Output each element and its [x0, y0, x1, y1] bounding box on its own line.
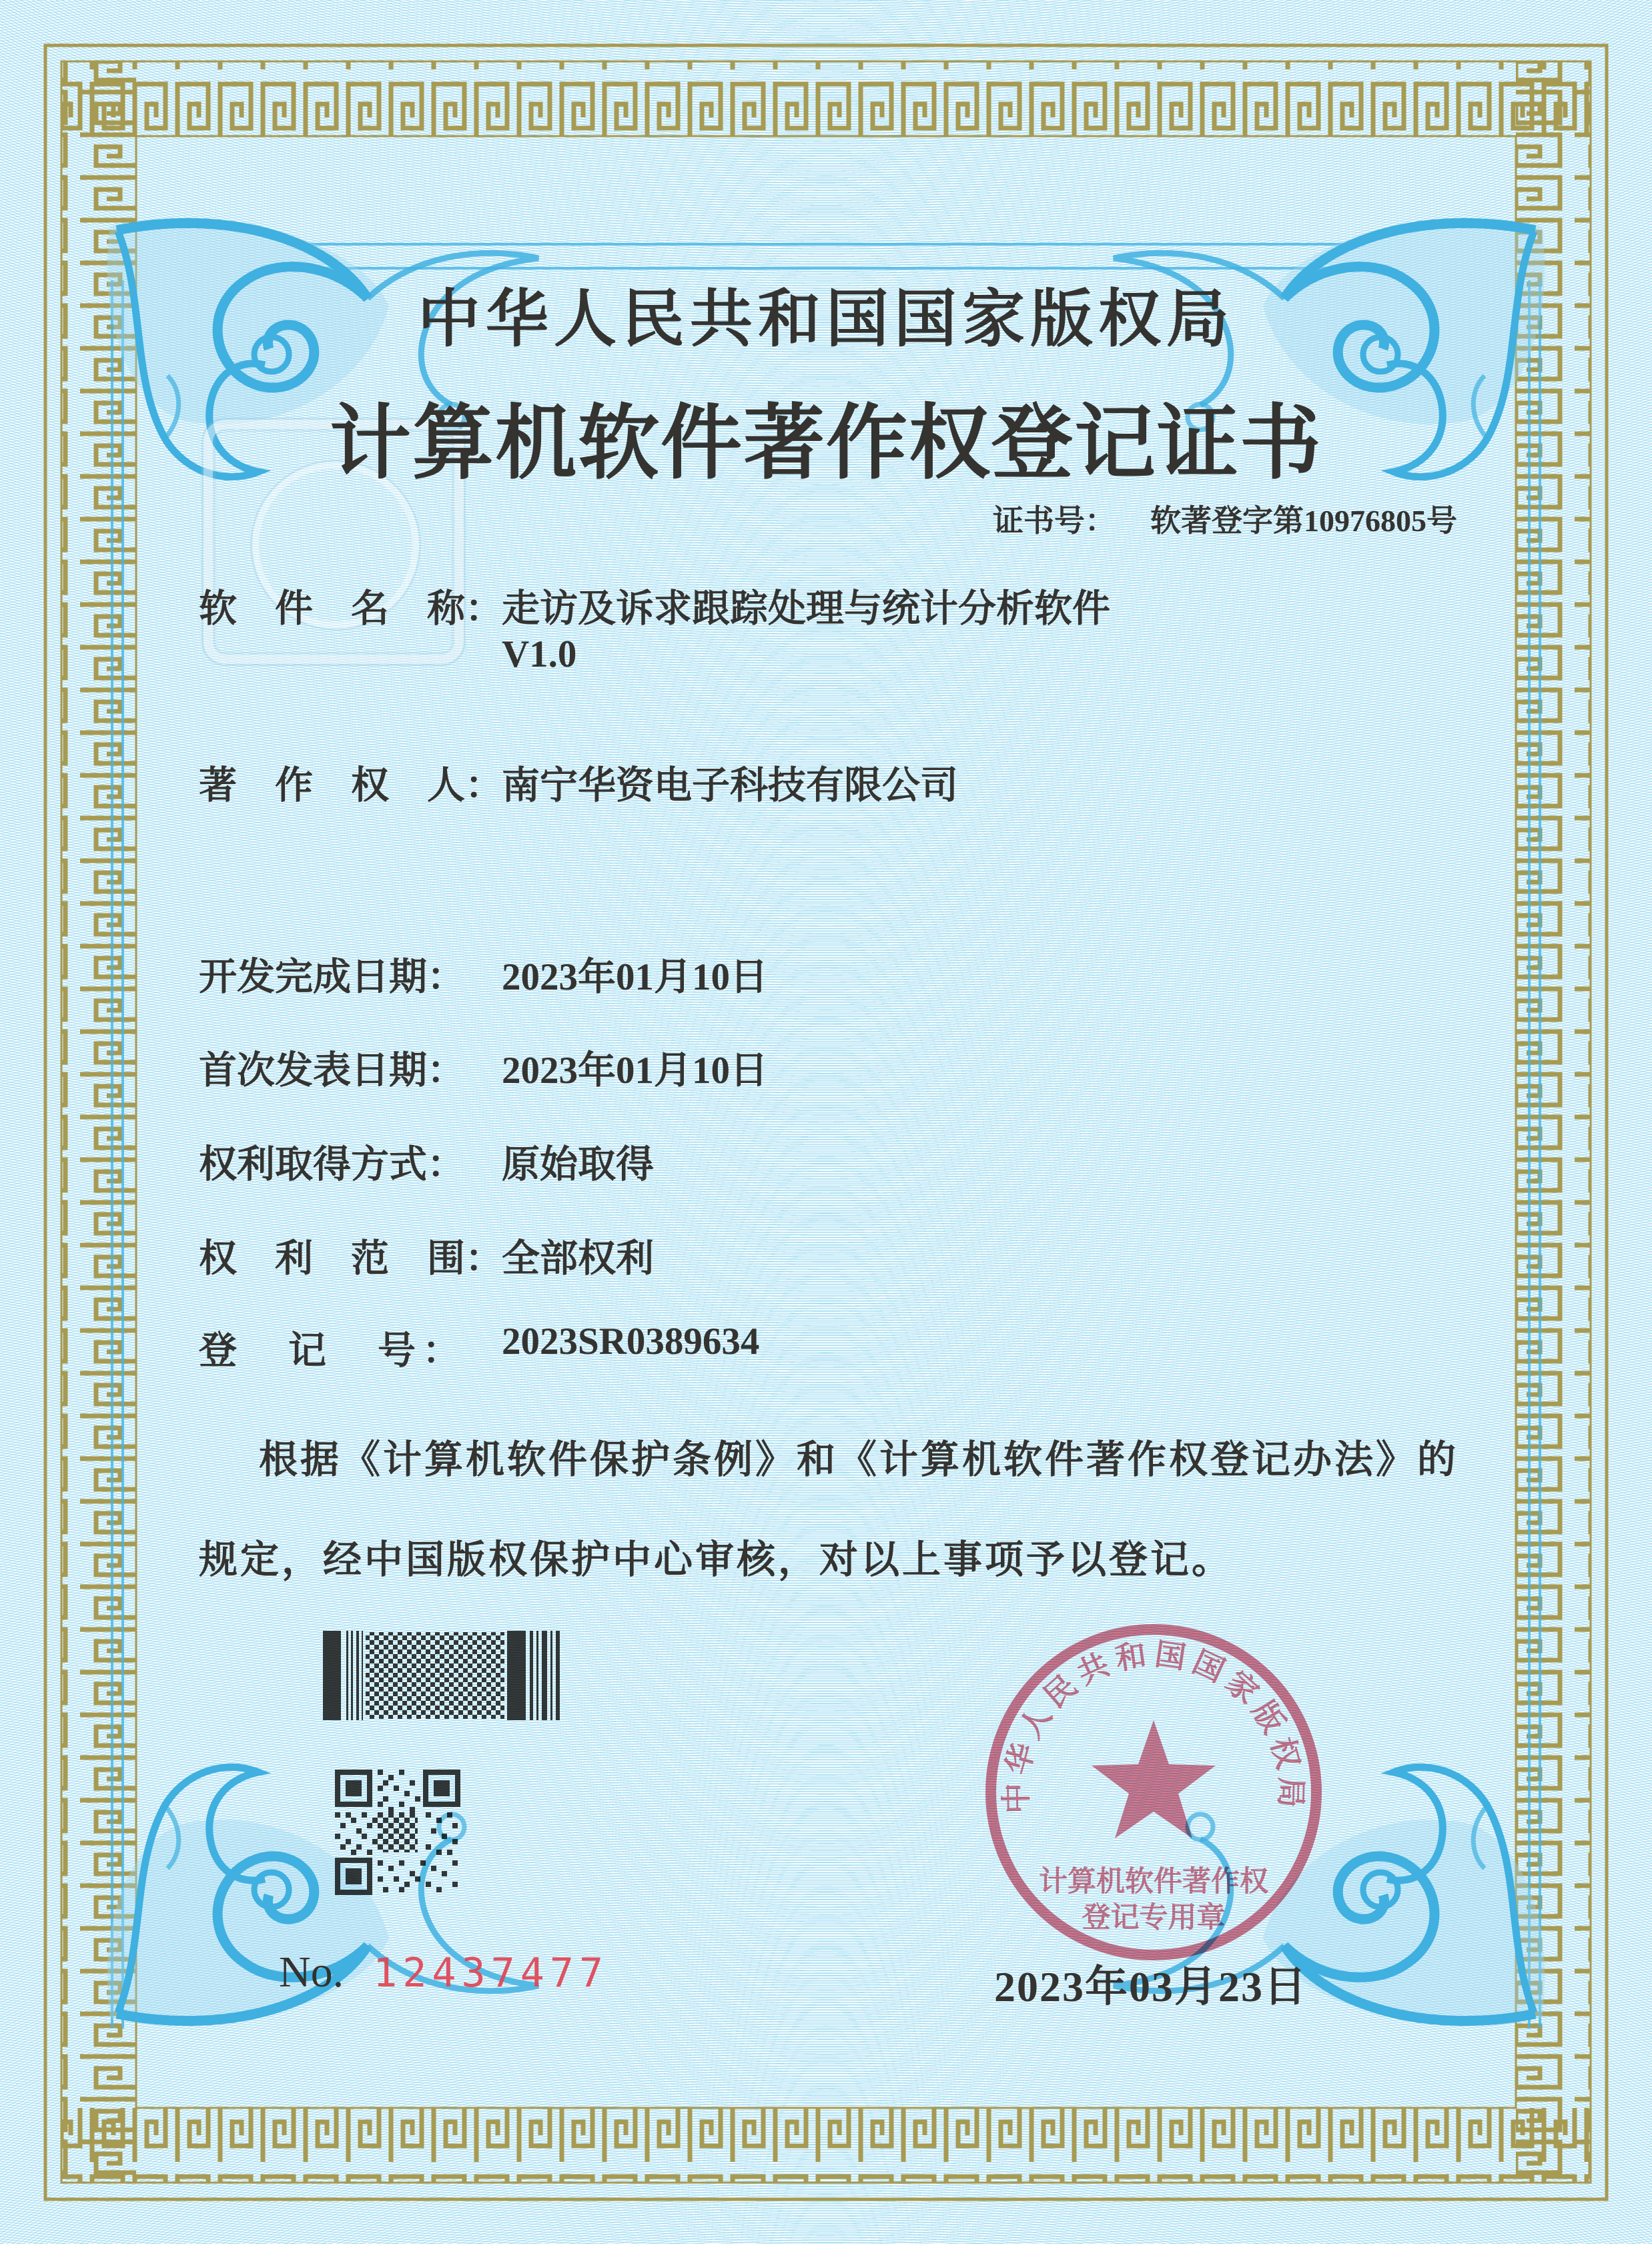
- software-name-value: 走访及诉求跟踪处理与统计分析软件: [502, 588, 1110, 630]
- software-name-label: 软 件 名 称：: [199, 588, 503, 630]
- certificate-number-line: [993, 496, 1457, 540]
- certificate-number-value: 软著登字第10976805号: [1150, 504, 1457, 538]
- issue-date: 2023年03月23日: [994, 1963, 1308, 2010]
- statement-line-2: 规定，经中国版权保护中心审核，对以上事项予以登记。: [199, 1538, 1234, 1581]
- right-scope-label: 权 利 范 围：: [199, 1238, 503, 1280]
- seal-text-line-2: 登记专用章: [1082, 1902, 1226, 1934]
- right-scope-value: 全部权利: [502, 1238, 654, 1280]
- registration-no-value: 2023SR0389634: [502, 1321, 760, 1363]
- seal-text-line-1: 计算机软件著作权: [1039, 1866, 1268, 1898]
- dev-complete-date-label: 开发完成日期：: [199, 956, 465, 998]
- right-acquisition-value: 原始取得: [502, 1144, 654, 1186]
- qr-code: [335, 1770, 460, 1895]
- copyright-owner-value: 南宁华资电子科技有限公司: [502, 765, 958, 807]
- first-publish-date-label: 首次发表日期：: [199, 1050, 465, 1092]
- barcode: [323, 1631, 564, 1720]
- authority-title: 中华人民共和国国家版权局: [417, 285, 1234, 354]
- certificate-title: 计算机软件著作权登记证书: [330, 399, 1322, 489]
- right-acquisition-label: 权利取得方式：: [199, 1144, 465, 1186]
- copyright-owner-label: 著 作 权 人：: [199, 765, 503, 807]
- software-name-version: V1.0: [502, 633, 577, 675]
- seal-star-icon: [1092, 1720, 1216, 1838]
- serial-number-line: [279, 1947, 608, 1998]
- serial-number: 12437477: [373, 1950, 609, 1996]
- certificate-number-label: 证书号：: [993, 504, 1116, 538]
- seal-arc-text: 中华人民共和国国家版权局: [999, 1637, 1308, 1814]
- dev-complete-date-value: 2023年01月10日: [502, 956, 768, 998]
- first-publish-date-value: 2023年01月10日: [502, 1050, 768, 1092]
- serial-prefix: No.: [279, 1948, 344, 1996]
- statement-line-1: 根据《计算机软件保护条例》和《计算机软件著作权登记办法》的: [259, 1438, 1459, 1481]
- official-seal: [980, 1619, 1327, 1966]
- registration-no-label: 登 记 号：: [199, 1330, 467, 1372]
